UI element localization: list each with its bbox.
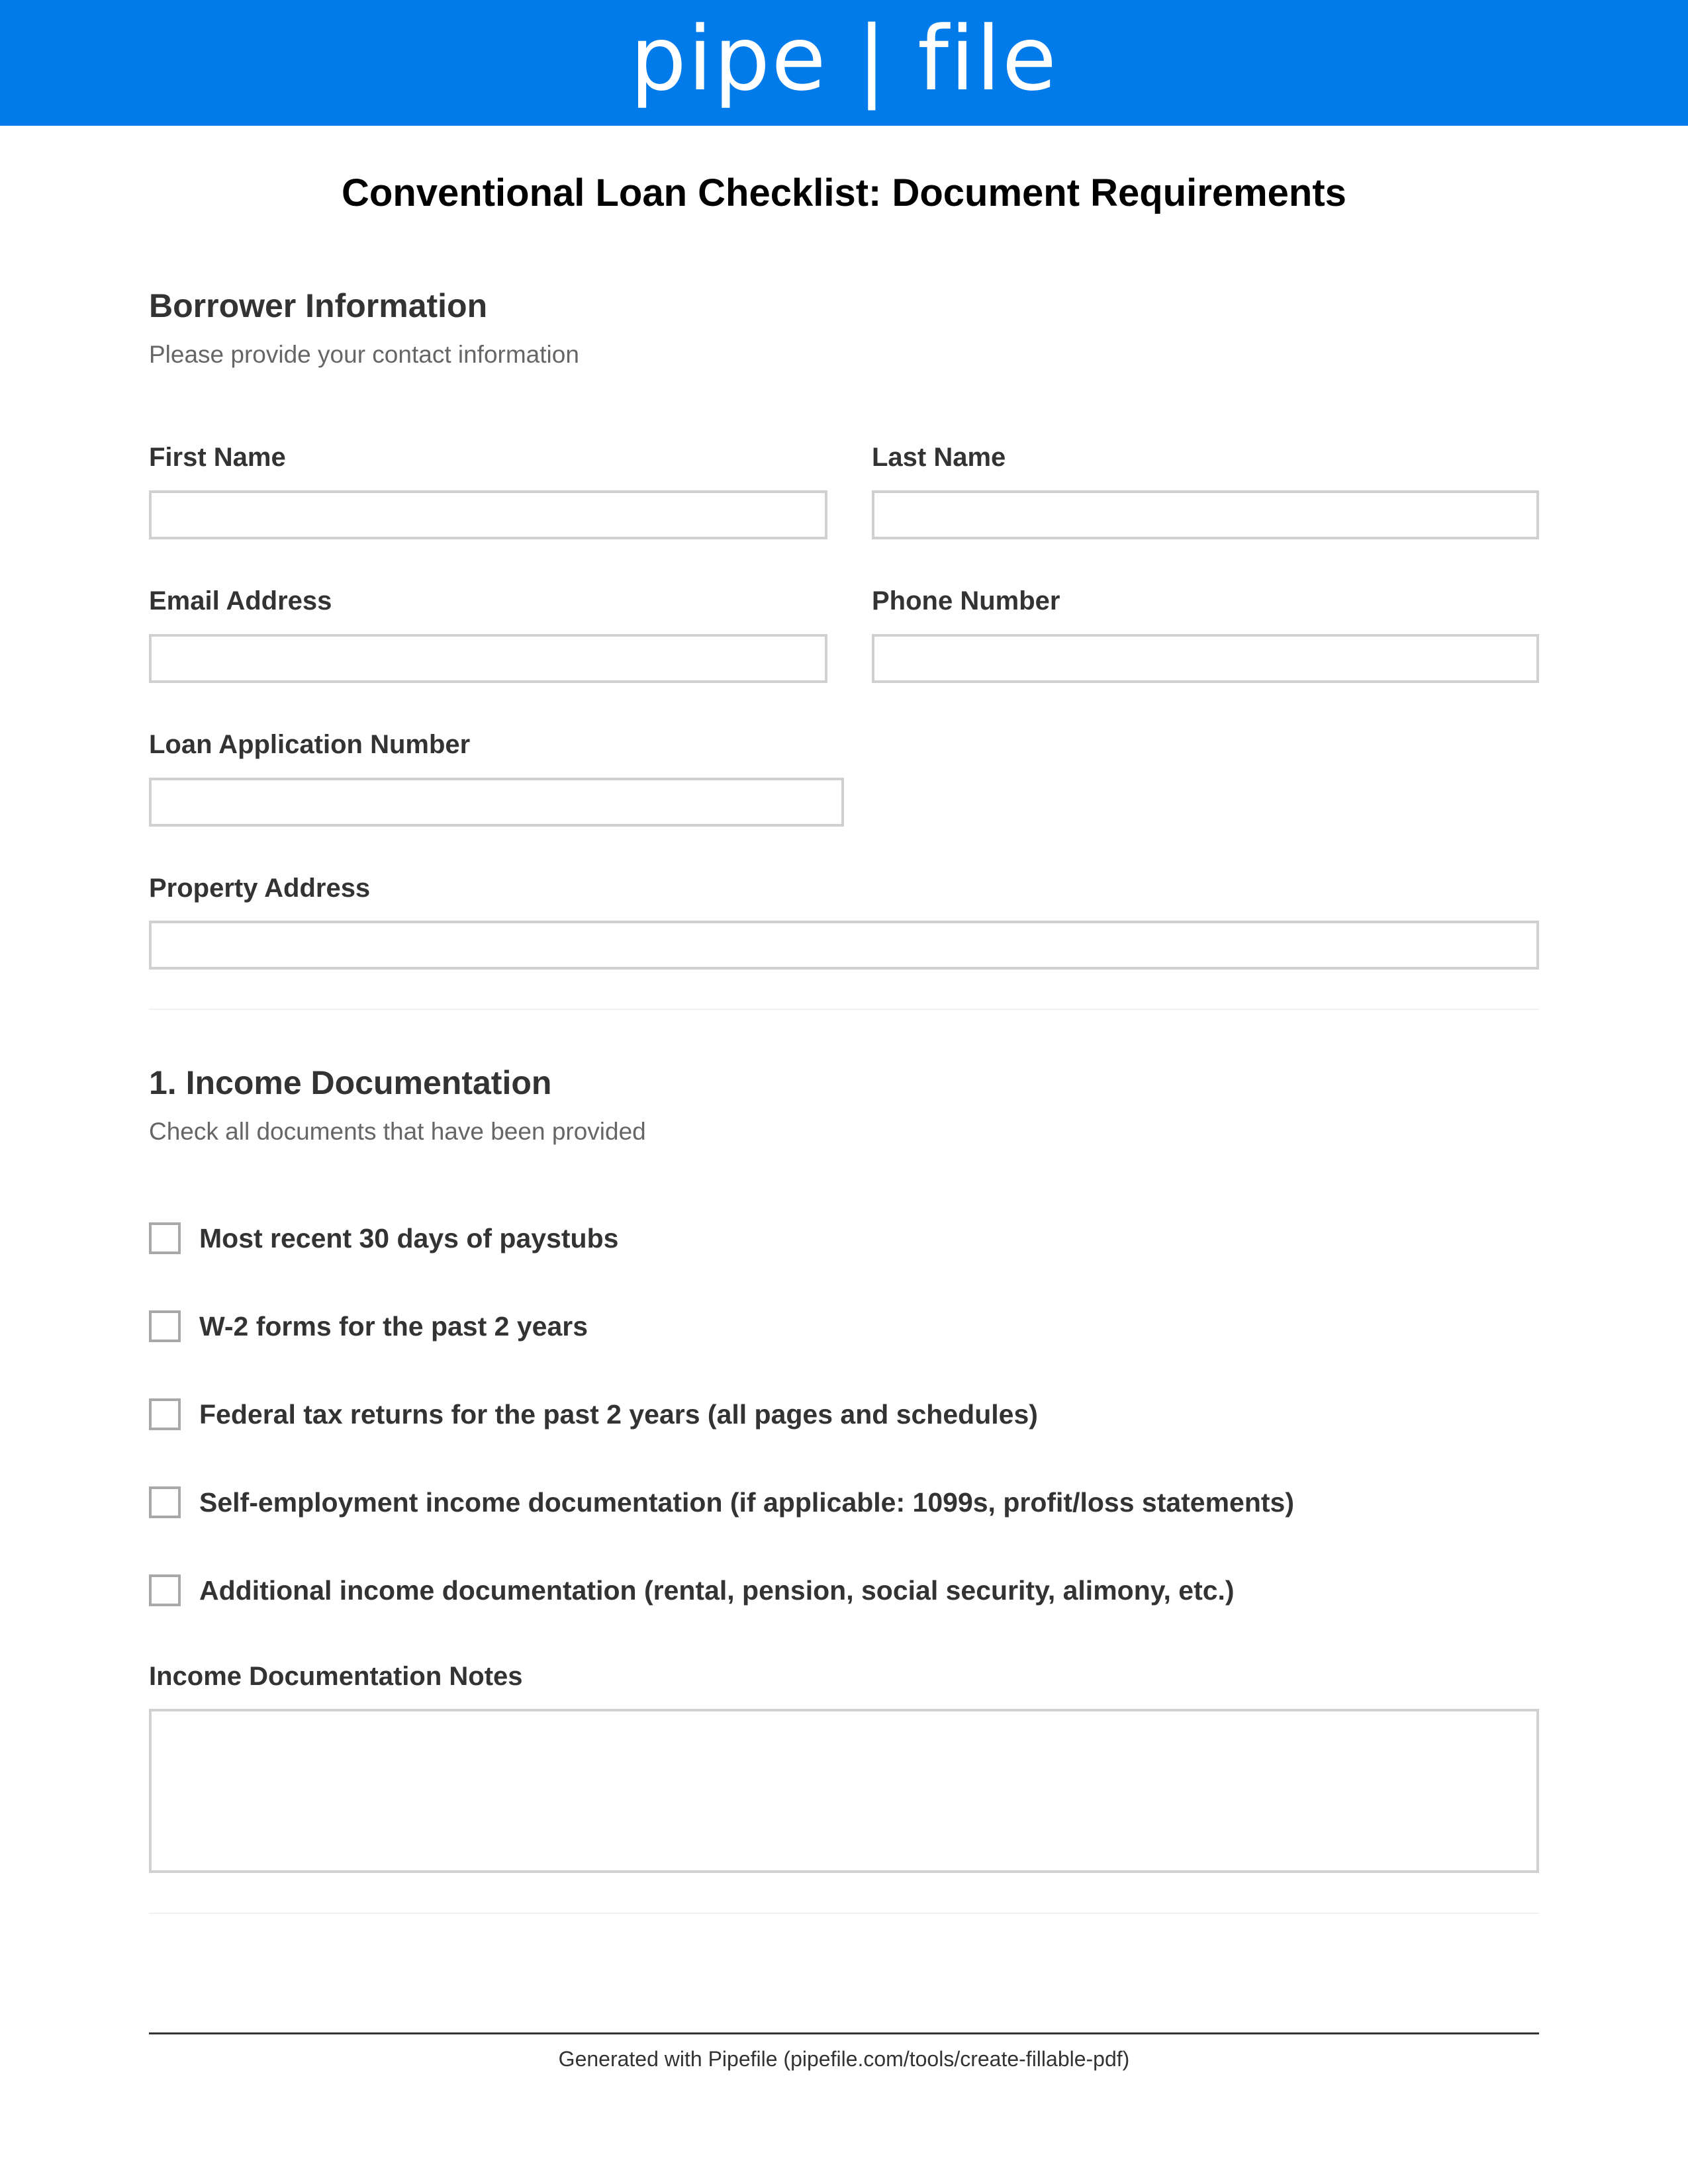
loan-number-label: Loan Application Number: [149, 730, 471, 759]
property-address-field[interactable]: [149, 921, 1539, 970]
borrower-section-description: Please provide your contact information: [149, 341, 579, 368]
last-name-field[interactable]: [872, 490, 1539, 539]
footer-rule: [149, 2032, 1539, 2034]
checklist-item[interactable]: [149, 1398, 1038, 1430]
checklist-item-label: W-2 forms for the past 2 years: [199, 1310, 588, 1342]
email-label: Email Address: [149, 586, 332, 615]
income-notes-label: Income Documentation Notes: [149, 1662, 523, 1691]
checkbox[interactable]: [149, 1574, 181, 1606]
email-field[interactable]: [149, 634, 827, 683]
header-bar: [0, 0, 1688, 126]
checklist-item[interactable]: [149, 1574, 1235, 1606]
checkbox[interactable]: [149, 1486, 181, 1518]
checklist-item[interactable]: [149, 1310, 588, 1342]
checkbox[interactable]: [149, 1222, 181, 1254]
checklist-item-label: Federal tax returns for the past 2 years (all pages and schedules): [199, 1398, 1038, 1430]
last-name-label: Last Name: [872, 443, 1006, 472]
checklist-item[interactable]: [149, 1486, 1294, 1518]
checkbox[interactable]: [149, 1310, 181, 1342]
loan-number-field[interactable]: [149, 778, 844, 827]
section-divider: [149, 1009, 1539, 1010]
income-section-title: 1. Income Documentation: [149, 1064, 552, 1101]
checkbox[interactable]: [149, 1398, 181, 1430]
footer-text: Generated with Pipefile (pipefile.com/tools/create-fillable-pdf): [558, 2047, 1130, 2071]
income-notes-field[interactable]: [149, 1709, 1539, 1873]
phone-label: Phone Number: [872, 586, 1060, 615]
checklist-item[interactable]: [149, 1222, 618, 1254]
section-divider: [149, 1913, 1539, 1914]
borrower-section-title: Borrower Information: [149, 287, 488, 324]
checklist-item-label: Self-employment income documentation (if applicable: 1099s, profit/loss statements): [199, 1486, 1295, 1518]
phone-field[interactable]: [872, 634, 1539, 683]
document-title: Conventional Loan Checklist: Document Requirements: [342, 171, 1346, 214]
checklist-item-label: Most recent 30 days of paystubs: [199, 1222, 619, 1253]
checklist-item-label: Additional income documentation (rental, pension, social security, alimony, etc.): [199, 1574, 1235, 1606]
first-name-label: First Name: [149, 443, 286, 472]
income-section-description: Check all documents that have been provided: [149, 1118, 646, 1145]
pipefile-logo: pipe | file: [630, 7, 1058, 111]
property-address-label: Property Address: [149, 874, 371, 903]
first-name-field[interactable]: [149, 490, 827, 539]
